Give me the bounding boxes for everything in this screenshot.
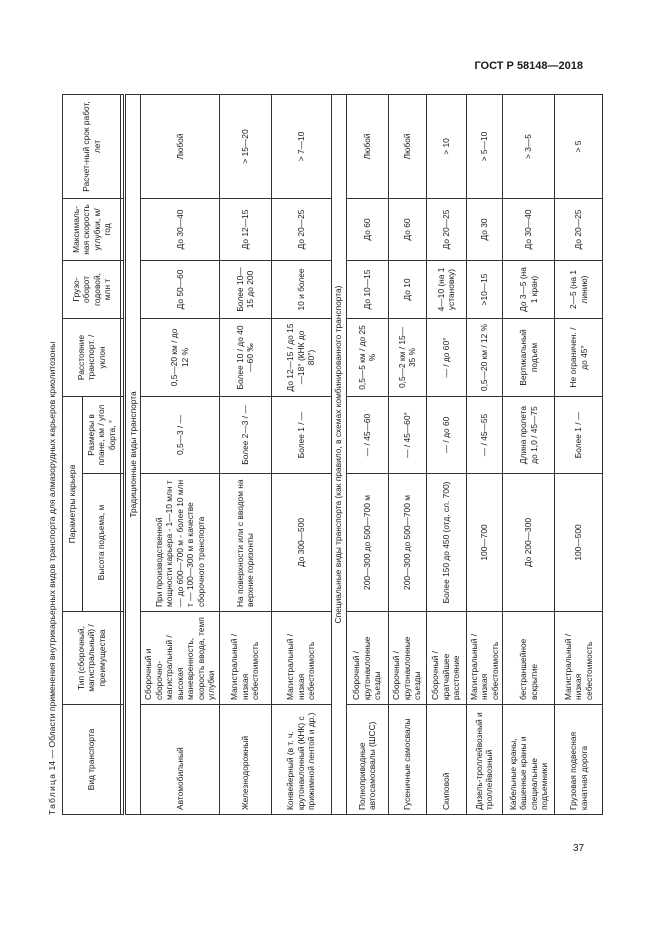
cell-vid: Железнодорожный xyxy=(219,705,271,815)
cell-rasstoyanie: Вертикальный подъем xyxy=(503,318,555,396)
cell-vysota: Более 150 до 450 (отд. сл. 700) xyxy=(426,474,466,612)
section-row xyxy=(331,94,346,814)
cell-skorost: До 30 xyxy=(466,198,503,260)
cell-vysota: На поверхности или с вводом на верхние горизонты xyxy=(219,474,271,612)
caption-label: Таблица xyxy=(47,772,57,815)
cell-razmery: Более 1 / — xyxy=(271,396,331,473)
cell-srok: > 7—10 xyxy=(271,94,331,198)
cell-tip: Магистральный / низкая себестоимость xyxy=(271,612,331,705)
cell-srok: Любой xyxy=(141,94,220,198)
table-row xyxy=(503,94,555,814)
col-header-vysota: Высота подъема, м xyxy=(83,474,121,612)
cell-skorost: До 60 xyxy=(346,198,388,260)
cell-skorost: До 60 xyxy=(388,198,426,260)
cell-rasstoyanie: 0,5—20 км / 12 % xyxy=(466,318,503,396)
cell-vid: Дизель-троллейвозный и троллейвозный xyxy=(466,705,503,815)
rotated-table-page xyxy=(45,95,596,815)
cell-skorost: До 20—25 xyxy=(555,198,603,260)
cell-gruz: До 10—15 xyxy=(346,260,388,318)
cell-rasstoyanie: Не ограничен. / до 45° xyxy=(555,318,603,396)
col-header-params: Параметры карьера xyxy=(63,396,83,611)
cell-tip: бестраншейное вскрытие xyxy=(503,612,555,705)
cell-srok: Любой xyxy=(346,94,388,198)
cell-skorost: До 12—15 xyxy=(219,198,271,260)
cell-rasstoyanie: 0,5—5 км / до 25 % xyxy=(346,318,388,396)
section-title: Традиционные виды транспорта xyxy=(125,94,141,814)
cell-srok: > 10 xyxy=(426,94,466,198)
cell-srok: > 5—10 xyxy=(466,94,503,198)
table-row xyxy=(555,94,603,814)
cell-razmery: — / 45—55 xyxy=(466,396,503,473)
cell-srok: > 3—5 xyxy=(503,94,555,198)
col-header-razmery: Размеры в плане, км / угол борта, ° xyxy=(83,396,121,473)
transport-table xyxy=(62,94,603,815)
cell-razmery: Более 1 / — xyxy=(555,396,603,473)
table-row xyxy=(346,94,388,814)
cell-vysota: До 300—500 xyxy=(271,474,331,612)
cell-gruz: До 50—60 xyxy=(141,260,220,318)
cell-vid: Автомобильный xyxy=(141,705,220,815)
cell-vysota: 200—300 до 500—700 м xyxy=(388,474,426,612)
cell-tip: Магистральный / низкая себестоимость xyxy=(466,612,503,705)
cell-srok: > 5 xyxy=(555,94,603,198)
caption-text: — Области применения внутрикарьерных видов транспорта для алмазорудных карьеров криолитозоны xyxy=(47,341,57,761)
cell-vysota: 100—500 xyxy=(555,474,603,612)
cell-rasstoyanie: 0,5—2 км / 15—35 % xyxy=(388,318,426,396)
section-title: Специальные виды транспорта (как правило, в схемах комбинированного транспорта) xyxy=(331,94,346,814)
cell-vid: Кабельные краны, башенные краны и специальные подъемники xyxy=(503,705,555,815)
cell-skorost: До 30—40 xyxy=(141,198,220,260)
cell-tip: Магистральный / низкая себестоимость xyxy=(555,612,603,705)
col-header-gruz: Грузо-оборот годовой, млн т xyxy=(63,260,121,318)
table-row xyxy=(141,94,220,814)
section-row xyxy=(125,94,141,814)
cell-vysota: 200—300 до 500—700 м xyxy=(346,474,388,612)
cell-rasstoyanie: Более 10 / до 40—60 ‰ xyxy=(219,318,271,396)
cell-razmery: — / 45—60° xyxy=(388,396,426,473)
cell-razmery: Более 2—3 / — xyxy=(219,396,271,473)
cell-razmery: — / 45—60 xyxy=(346,396,388,473)
cell-razmery: 0,5—3 / — xyxy=(141,396,220,473)
cell-skorost: До 20—25 xyxy=(271,198,331,260)
cell-vid: Полноприводные автосамосвалы (ШСС) xyxy=(346,705,388,815)
cell-srok: Любой xyxy=(388,94,426,198)
table-row xyxy=(388,94,426,814)
cell-rasstoyanie: До 12—15 / до 15—18° (КНК до 80°) xyxy=(271,318,331,396)
table-row xyxy=(219,94,271,814)
cell-vysota: При производственной мощности карьера - 1—10 млн т — до 600—700 м - более 10 млн т — 100—300 м в качестве сборочного транспорта xyxy=(141,474,220,612)
cell-razmery: Длина пролета до 1,0 / 45—75 xyxy=(503,396,555,473)
cell-vysota: До 200—300 xyxy=(503,474,555,612)
cell-srok: > 15—20 xyxy=(219,94,271,198)
cell-tip: Сборочный / кратчайшее расстояние xyxy=(426,612,466,705)
cell-gruz: 10 и более xyxy=(271,260,331,318)
cell-vid: Грузовая подвесная канатная дорога xyxy=(555,705,603,815)
cell-rasstoyanie: — / до 60° xyxy=(426,318,466,396)
cell-gruz: До 3—5 (на 1 кран) xyxy=(503,260,555,318)
cell-tip: Сборочный / крутонаклонные съезды xyxy=(346,612,388,705)
col-header-srok: Расчет-ный срок работ, лет xyxy=(63,94,121,198)
cell-vid: Конвейерный (в т. ч. крутонаклонный (КНК) с прижимной лентой и др.) xyxy=(271,705,331,815)
cell-skorost: До 20—25 xyxy=(426,198,466,260)
cell-rasstoyanie: 0,5—20 км / до 12 % xyxy=(141,318,220,396)
cell-razmery: — / до 60 xyxy=(426,396,466,473)
cell-vid: Скиповой xyxy=(426,705,466,815)
cell-gruz: >10—15 xyxy=(466,260,503,318)
cell-skorost: До 30—40 xyxy=(503,198,555,260)
col-header-skorost: Максималь-ная скорость углубки, м/год xyxy=(63,198,121,260)
table-caption xyxy=(45,95,59,815)
cell-gruz: 2—5 (на 1 линию) xyxy=(555,260,603,318)
col-header-vid: Вид транспорта xyxy=(63,705,121,815)
table-row xyxy=(466,94,503,814)
col-header-tip: Тип (сборочный, магистральный) / преимущества xyxy=(63,612,121,705)
cell-vid: Гусеничные самосвалы xyxy=(388,705,426,815)
cell-gruz: 4—10 (на 1 установку) xyxy=(426,260,466,318)
cell-tip: Сборочный и сборочно-магистральный / высокая маневренность, скорость ввода, темп углубки xyxy=(141,612,220,705)
cell-gruz: Более 10—15 до 200 xyxy=(219,260,271,318)
cell-tip: Магистральный / низкая себестоимость xyxy=(219,612,271,705)
cell-tip: Сборочный / крутонаклонные съезды xyxy=(388,612,426,705)
table-row xyxy=(271,94,331,814)
document-number: ГОСТ Р 58148—2018 xyxy=(474,60,583,72)
page-number: 37 xyxy=(573,843,585,854)
table-row xyxy=(426,94,466,814)
col-header-rasstoyanie: Расстояние транспорт. / уклон xyxy=(63,318,121,396)
cell-gruz: До 10 xyxy=(388,260,426,318)
caption-number: 14 xyxy=(47,760,57,771)
cell-vysota: 100—700 xyxy=(466,474,503,612)
